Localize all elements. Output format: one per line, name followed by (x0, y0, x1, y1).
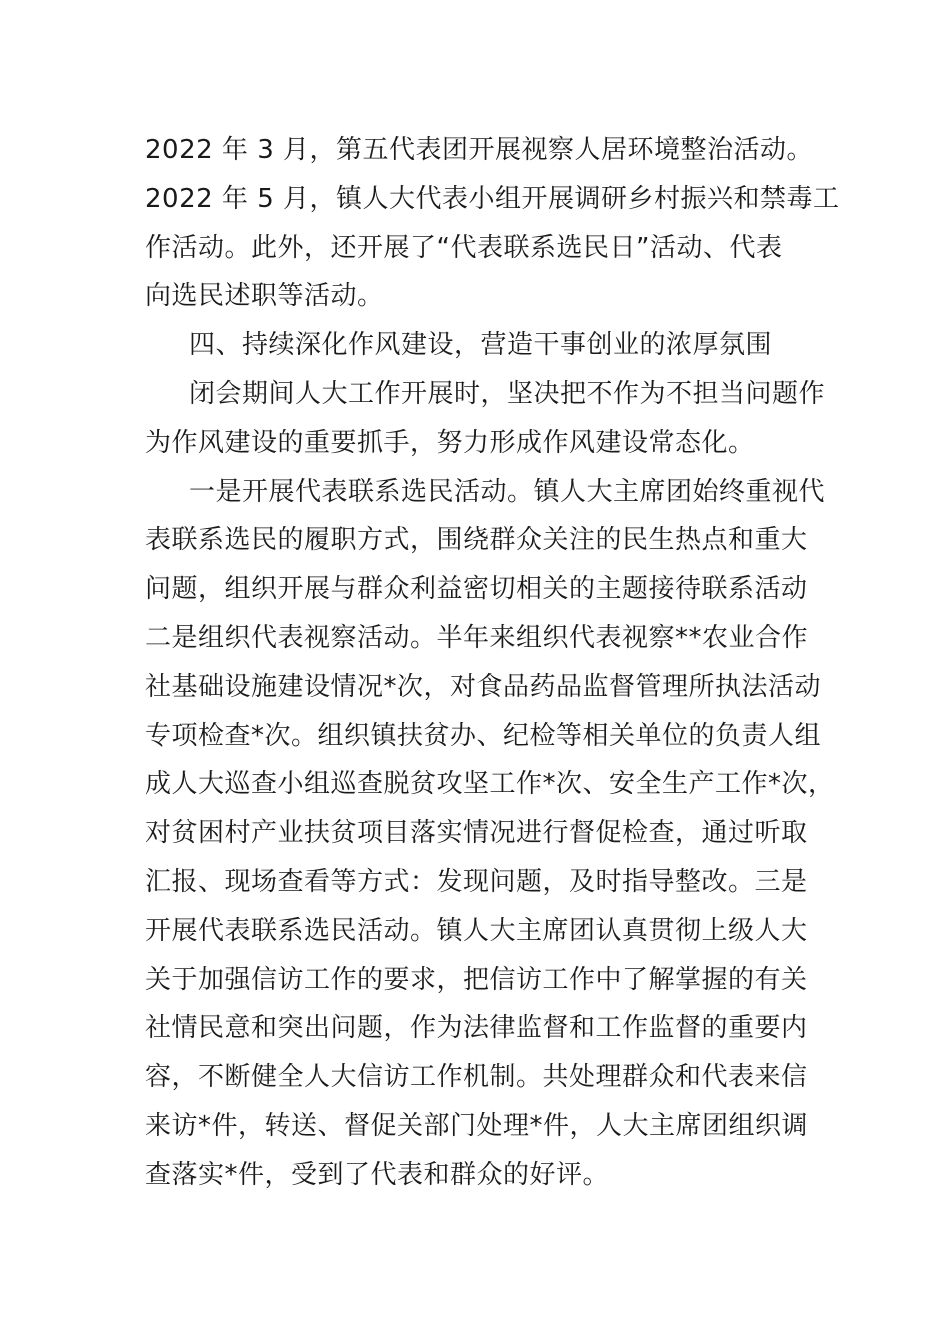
text-line: 专项检查*次。组织镇扶贫办、纪检等相关单位的负责人组 (145, 720, 822, 751)
text-line: 为作风建设的重要抓手，努力形成作风建设常态化。 (145, 427, 755, 458)
text-line: 表联系选民的履职方式，围绕群众关注的民生热点和重大 (145, 525, 808, 556)
text-line: 来访*件，转送、督促关部门处理*件，人大主席团组织调 (145, 1110, 809, 1141)
text-line: 作活动。此外，还开展了“代表联系选民日”活动、代表 (145, 232, 783, 263)
text-line: 社基础设施建设情况*次，对食品药品监督管理所执法活动 (145, 671, 822, 702)
text-line: 关于加强信访工作的要求，把信访工作中了解掌握的有关 (145, 964, 808, 995)
text-line: 一是开展代表联系选民活动。镇人大主席团始终重视代 (189, 476, 826, 507)
text-line: 2022 年 5 月，镇人大代表小组开展调研乡村振兴和禁毒工 (145, 183, 840, 214)
text-line: 查落实*件，受到了代表和群众的好评。 (145, 1159, 610, 1190)
section-heading: 四、持续深化作风建设，营造干事创业的浓厚氛围 (189, 330, 773, 361)
document-body (145, 126, 845, 1200)
text-line: 成人大巡查小组巡查脱贫攻坚工作*次、安全生产工作*次， (145, 769, 835, 800)
text-line: 容，不断健全人大信访工作机制。共处理群众和代表来信 (145, 1062, 808, 1093)
text-line: 社情民意和突出问题，作为法律监督和工作监督的重要内 (145, 1013, 808, 1044)
text-line: 开展代表联系选民活动。镇人大主席团认真贯彻上级人大 (145, 915, 808, 946)
text-line: 二是组织代表视察活动。半年来组织代表视察**农业合作 (145, 622, 809, 653)
text-line: 向选民述职等活动。 (145, 281, 384, 312)
text-line: 问题，组织开展与群众利益密切相关的主题接待联系活动 (145, 574, 808, 605)
text-line: 闭会期间人大工作开展时，坚决把不作为不担当问题作 (189, 378, 826, 409)
text-line: 对贫困村产业扶贫项目落实情况进行督促检查，通过听取 (145, 818, 808, 849)
text-line: 2022 年 3 月，第五代表团开展视察人居环境整治活动。 (145, 135, 814, 165)
text-line: 汇报、现场查看等方式：发现问题，及时指导整改。三是 (145, 866, 808, 897)
